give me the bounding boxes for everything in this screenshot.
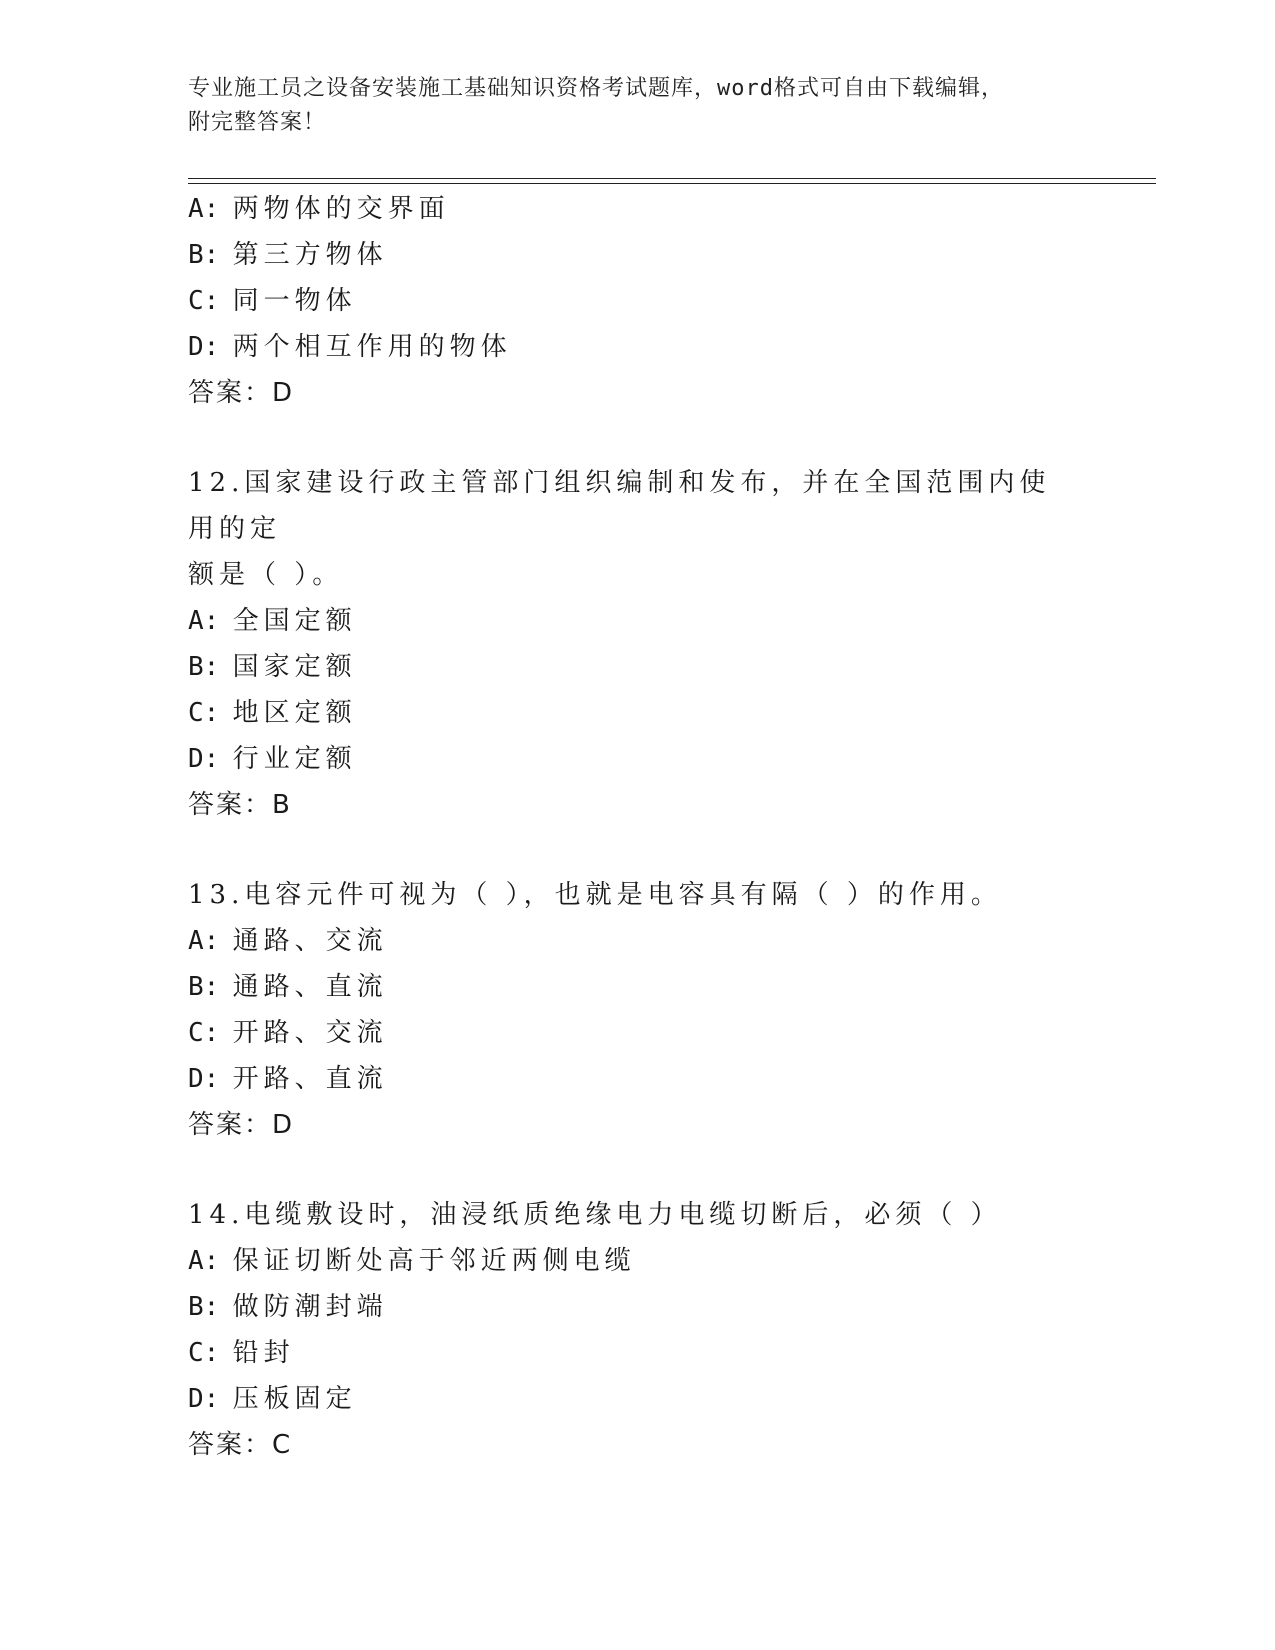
header-divider-top [188, 178, 1156, 179]
option-letter: B: [188, 972, 220, 1002]
question-14 [188, 1192, 1088, 1468]
option-d [188, 1376, 1088, 1422]
option-letter: D: [188, 744, 220, 774]
option-text: 通路、交流 [232, 926, 388, 956]
option-text: 国家定额 [232, 652, 357, 682]
question-text-line-1: 13.电容元件可视为（ ），也就是电容具有隔（ ）的作用。 [188, 880, 1002, 910]
header-line-2: 附完整答案！ [188, 110, 327, 135]
option-d [188, 324, 1088, 370]
option-letter: A: [188, 606, 220, 636]
answer-line: 答案：D [188, 1110, 295, 1140]
option-letter: A: [188, 194, 220, 224]
option-b [188, 964, 1088, 1010]
option-b [188, 232, 1088, 278]
option-text: 开路、直流 [232, 1064, 388, 1094]
option-a [188, 1238, 1088, 1284]
option-letter: C: [188, 286, 220, 316]
option-letter: D: [188, 1064, 220, 1094]
option-d [188, 1056, 1088, 1102]
option-text: 全国定额 [232, 606, 357, 636]
answer-line: 答案：D [188, 378, 295, 408]
option-b [188, 644, 1088, 690]
option-text: 压板固定 [232, 1384, 357, 1414]
option-letter: B: [188, 240, 220, 270]
header-divider-bottom [188, 183, 1156, 184]
question-text-line-2: 额是（ ）。 [188, 560, 344, 590]
answer-line: 答案：B [188, 790, 292, 820]
option-letter: B: [188, 652, 220, 682]
option-c [188, 690, 1088, 736]
option-letter: B: [188, 1292, 220, 1322]
option-text: 同一物体 [232, 286, 357, 316]
option-letter: C: [188, 698, 220, 728]
option-a [188, 598, 1088, 644]
option-a [188, 918, 1088, 964]
option-text: 第三方物体 [232, 240, 388, 270]
answer-line: 答案：C [188, 1430, 293, 1460]
question-13 [188, 872, 1088, 1148]
option-text: 保证切断处高于邻近两侧电缆 [232, 1246, 636, 1276]
option-text: 做防潮封端 [232, 1292, 388, 1322]
option-d [188, 736, 1088, 782]
option-text: 两物体的交界面 [232, 194, 450, 224]
question-12 [188, 460, 1088, 828]
option-letter: D: [188, 1384, 220, 1414]
question-list [188, 186, 1088, 1512]
option-letter: C: [188, 1018, 220, 1048]
option-text: 地区定额 [232, 698, 357, 728]
option-letter: C: [188, 1338, 220, 1368]
option-c [188, 1330, 1088, 1376]
option-text: 行业定额 [232, 744, 357, 774]
option-text: 两个相互作用的物体 [232, 332, 512, 362]
option-letter: A: [188, 1246, 220, 1276]
option-b [188, 1284, 1088, 1330]
document-header [188, 72, 1068, 140]
option-c [188, 278, 1088, 324]
option-text: 开路、交流 [232, 1018, 388, 1048]
question-11-continued [188, 186, 1088, 416]
option-a [188, 186, 1088, 232]
option-text: 铅封 [232, 1338, 295, 1368]
option-c [188, 1010, 1088, 1056]
option-letter: A: [188, 926, 220, 956]
option-letter: D: [188, 332, 220, 362]
option-text: 通路、直流 [232, 972, 388, 1002]
question-text-line-1: 14.电缆敷设时，油浸纸质绝缘电力电缆切断后，必须（ ） [188, 1200, 1002, 1230]
header-line-1: 专业施工员之设备安装施工基础知识资格考试题库，word格式可自由下载编辑， [188, 76, 1004, 101]
question-text-line-1: 12.国家建设行政主管部门组织编制和发布，并在全国范围内使用的定 [188, 468, 1051, 544]
